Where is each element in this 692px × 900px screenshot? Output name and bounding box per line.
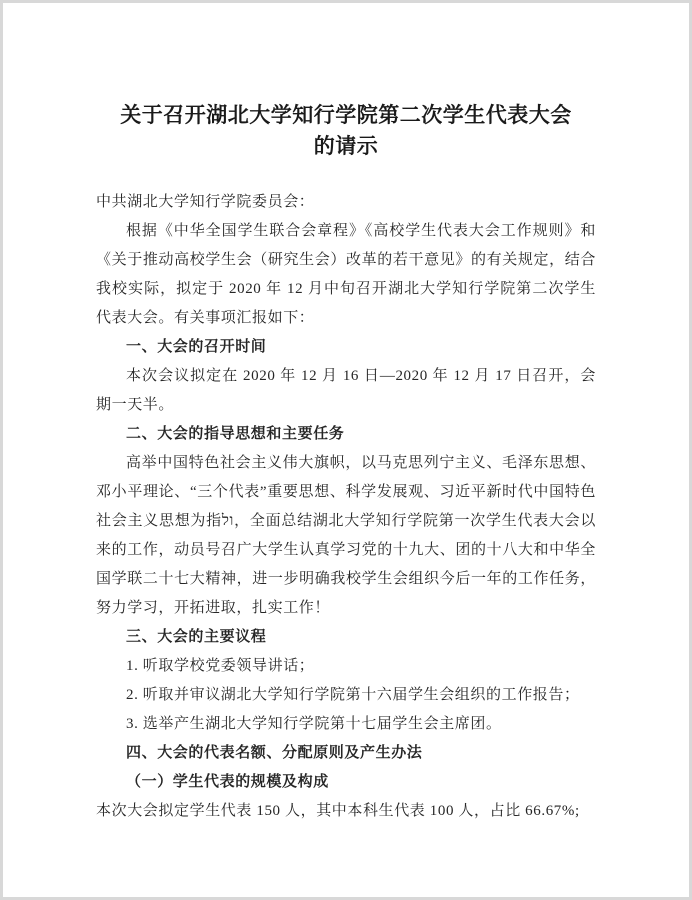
section-4-heading: 四、大会的代表名额、分配原则及产生办法: [126, 745, 423, 761]
document-body: [96, 188, 596, 826]
recipient-line: 中共湖北大学知行学院委员会：: [96, 194, 315, 210]
section-3-item-1: 1. 听取学校党委领导讲话；: [126, 658, 315, 674]
section-3-item-2: 2. 听取并审议湖北大学知行学院第十六届学生会组织的工作报告；: [126, 687, 580, 703]
section-2-heading: 二、大会的指导思想和主要任务: [126, 426, 345, 442]
section-3-item-3: 3. 选举产生湖北大学知行学院第十七届学生会主席团。: [126, 716, 502, 732]
document-title-line-1: 关于召开湖北大学知行学院第二次学生代表大会: [120, 103, 572, 127]
document-title-line-2: 的请示: [313, 134, 379, 158]
document-title: [96, 100, 596, 162]
intro-paragraph: 根据《中华全国学生联合会章程》《高校学生代表大会工作规则》和《关于推动高校学生会（研究生会）改革的若干意见》的有关规定，结合我校实际，拟定于 2020 年 12 月中旬召开湖北大学知行学院第二次学生代表大会。有关事项汇报如下：: [96, 223, 596, 326]
section-1-paragraph-1: 本次会议拟定在 2020 年 12 月 16 日—2020 年 12 月 17 日召开，会期一天半。: [96, 368, 596, 413]
section-2-paragraph-1: 高举中国特色社会主义伟大旗帜，以马克思列宁主义、毛泽东思想、邓小平理论、“三个代表”重要思想、科学发展观、习近平新时代中国特色社会主义思想为指ול，全面总结湖北大学知行学院第一次学生代表大会以来的工作，动员号召广大学生认真学习党的十九大、团的十八大和中华全国学联二十七大精神，进一步明确我校学生会组织今后一年的工作任务，努力学习，开拓进取，扎实工作！: [96, 455, 596, 616]
section-3-heading: 三、大会的主要议程: [126, 629, 267, 645]
section-4-subheading: （一）学生代表的规模及构成: [126, 774, 329, 790]
section-1-heading: 一、大会的召开时间: [126, 339, 267, 355]
section-4-paragraph-1: 本次大会拟定学生代表 150 人，其中本科生代表 100 人，占比 66.67%;: [96, 803, 580, 819]
